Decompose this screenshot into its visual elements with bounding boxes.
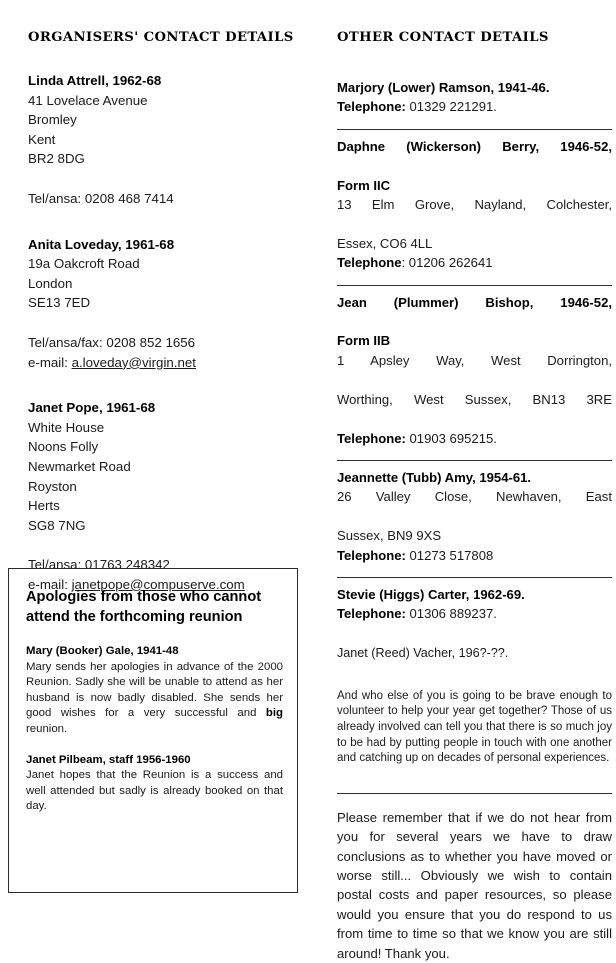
contact-entry-janet-vacher: Janet (Reed) Vacher, 196?-??.: [337, 645, 509, 660]
telephone-value: 01273 517808: [405, 547, 494, 563]
entry-telephone: [337, 546, 612, 565]
entry-telephone: [337, 97, 612, 116]
contact-entry-jean-bishop: [337, 286, 612, 448]
apologies-title: Apologies from those who cannot attend the forthcoming reunion: [26, 589, 262, 625]
address-line: 41 Lovelace Avenue: [28, 92, 148, 108]
telephone-value: 01306 889237.: [405, 606, 497, 622]
address-line: Royston: [28, 478, 77, 494]
spacer: [337, 794, 612, 808]
other-contacts-column: [337, 30, 612, 963]
apology-name: Janet Pilbeam, staff 1956-1960: [26, 753, 191, 766]
address-line: Sussex, BN9 9XS: [337, 528, 442, 544]
address-line: Newmarket Road: [28, 458, 131, 474]
contact-entry-stevie-carter: [337, 578, 612, 624]
address-line: 13 Elm Grove, Nayland, Colchester,: [337, 197, 612, 213]
address-line: White House: [28, 419, 105, 435]
address-line: Kent: [28, 131, 56, 147]
contact-name: Anita Loveday, 1961-68: [28, 236, 175, 252]
spacer: [337, 767, 612, 781]
email-label: e-mail:: [28, 576, 72, 592]
telephone-label: Telephone: [337, 255, 402, 271]
address-line: Essex, CO6 4LL: [337, 235, 433, 251]
address-line: SG8 7NG: [28, 517, 86, 533]
apologies-box: [8, 568, 298, 893]
address-line: Noons Folly: [28, 439, 99, 455]
keep-in-touch-paragraph: Please remember that if we do not hear from you for several years we have to draw conclusions as to whether you have moved or worse still... Obviously we wish to contain postal costs and paper resources, so please would you ensure that you do respond to us from time to time so that we know you are still around! Thank you.: [337, 809, 612, 961]
entry-form: Form IIC: [337, 177, 391, 193]
apology-text: [26, 768, 283, 815]
other-contacts-heading: OTHER CONTACT DETAILS: [337, 30, 549, 45]
telephone-line: Tel/ansa/fax: 0208 852 1656: [28, 334, 196, 350]
spacer: [28, 535, 300, 555]
contact-block-janet-pope: [28, 398, 300, 594]
apology-name: Mary (Booker) Gale, 1941-48: [26, 645, 179, 657]
entry-name: Daphne (Wickerson) Berry, 1946-52,: [337, 138, 612, 154]
telephone-value: : 01206 262641: [401, 255, 493, 271]
apology-text-before: Mary sends her apologies in advance of the 2000 Reunion. Sadly she will be unable to attend as her husband is now badly disabled. She sends her good wishes for a very successful and: [26, 660, 283, 720]
entry-name: Jean (Plummer) Bishop, 1946-52,: [337, 294, 612, 310]
entry-telephone: [337, 253, 612, 272]
spacer: [337, 624, 612, 644]
spacer: [337, 663, 612, 689]
apology-text-after: reunion.: [26, 722, 68, 735]
address-line: Worthing, West Sussex, BN13 3RE: [337, 391, 612, 407]
entry-form: Form IIB: [337, 333, 391, 349]
spacer: [28, 313, 300, 333]
telephone-label: Telephone:: [337, 430, 406, 446]
entry-name: Marjory (Lower) Ramson, 1941-46.: [337, 80, 550, 95]
address-line: London: [28, 275, 73, 291]
apology-text-bold: big: [265, 707, 283, 720]
apology-item: [26, 644, 283, 738]
spacer: [28, 209, 300, 235]
entry-name: Jeannette (Tubb) Amy, 1954-61.: [337, 469, 532, 485]
volunteer-paragraph: And who else of you is going to be brave enough to volunteer to help your year get together? Those of us already involved can tell you that there is so much joy to be had by putting people in touch with one another and catching up on decades of personal experiences.: [337, 689, 612, 765]
spacer: [337, 45, 612, 71]
email-line: [28, 353, 300, 373]
telephone-label: Telephone:: [337, 606, 406, 622]
contact-name: Janet Pope, 1961-68: [28, 400, 156, 416]
contact-entry-daphne-berry: [337, 130, 612, 273]
apology-item: [26, 753, 283, 815]
address-line: 19a Oakcroft Road: [28, 256, 140, 272]
telephone-line: Tel/ansa: 01763 248342: [28, 557, 170, 573]
contact-block-linda-attrell: [28, 71, 300, 209]
spacer: [28, 169, 300, 189]
entry-telephone: [337, 429, 612, 448]
telephone-label: Telephone:: [337, 547, 406, 563]
address-line: Bromley: [28, 112, 77, 128]
email-label: e-mail:: [28, 354, 72, 370]
entry-telephone: [337, 604, 612, 623]
contact-entry-jeannette-amy: [337, 461, 612, 565]
apology-text-before: Janet hopes that the Reunion is a success and well attended but sadly is already booked on that day.: [26, 769, 283, 813]
organisers-heading: ORGANISERS' CONTACT DETAILS: [28, 30, 294, 45]
email-address[interactable]: janetpope@compuserve.com: [71, 576, 245, 592]
address-line: BR2 8DG: [28, 151, 85, 167]
email-address[interactable]: a.loveday@virgin.net: [71, 354, 196, 370]
spacer: [28, 372, 300, 398]
entry-name: Stevie (Higgs) Carter, 1962-69.: [337, 586, 525, 602]
contact-name: Linda Attrell, 1962-68: [28, 73, 162, 88]
telephone-value: 01903 695215.: [405, 430, 497, 446]
organisers-column: [28, 30, 300, 594]
telephone-value: 01329 221291.: [405, 99, 497, 115]
apology-text: [26, 660, 283, 738]
address-line: 26 Valley Close, Newhaven, East: [337, 489, 612, 505]
contact-block-anita-loveday: [28, 235, 300, 373]
address-line: Herts: [28, 498, 60, 514]
address-line: 1 Apsley Way, West Dorrington,: [337, 352, 612, 368]
contact-entry-marjory-ramson: [337, 71, 612, 117]
address-line: SE13 7ED: [28, 295, 91, 311]
telephone-label: Telephone:: [337, 99, 406, 115]
telephone-line: Tel/ansa: 0208 468 7414: [28, 190, 174, 206]
spacer: [28, 45, 300, 71]
